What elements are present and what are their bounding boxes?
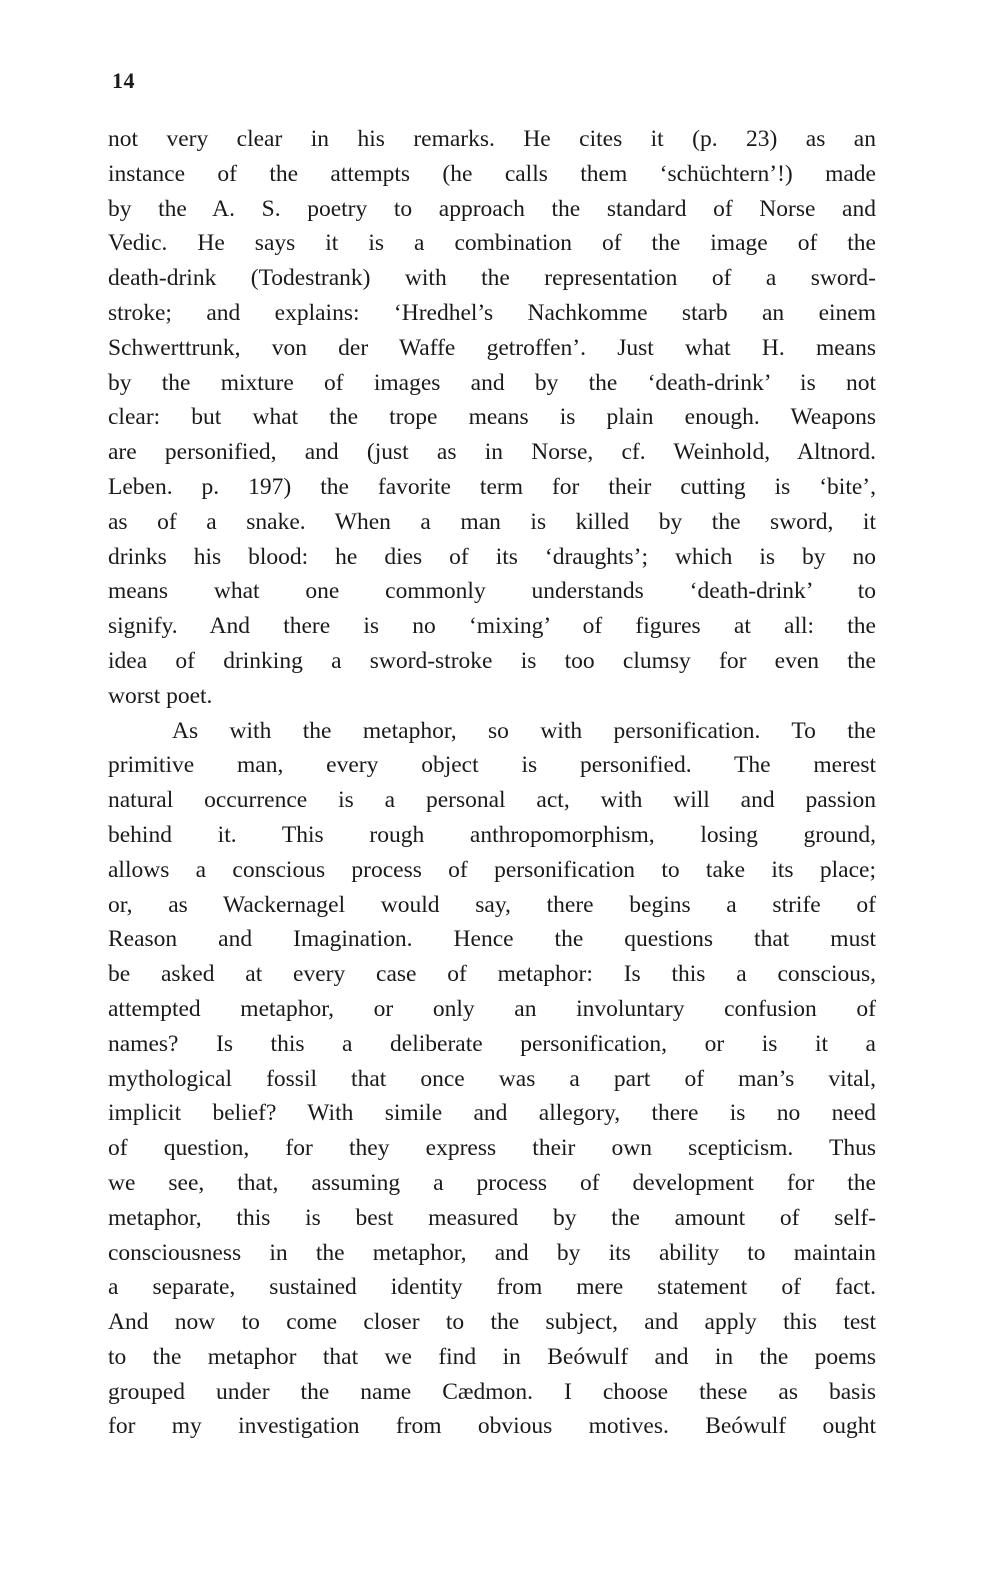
body-text: [108, 122, 876, 1444]
text-line: stroke; and explains: ‘Hredhel’s Nachkomme starb an einem: [108, 299, 876, 326]
text-line: of question, for they express their own scepticism. Thus: [108, 1135, 876, 1162]
text-line: instance of the attempts (he calls them ‘schüchtern’!) made: [108, 160, 876, 187]
text-line: means what one commonly understands ‘death-drink’ to: [108, 578, 876, 605]
text-line: signify. And there is no ‘mixing’ of figures at all: the: [108, 613, 876, 640]
text-line: implicit belief? With simile and allegory, there is no need: [108, 1100, 876, 1127]
text-line: by the A. S. poetry to approach the standard of Norse and: [108, 195, 876, 222]
text-line: or, as Wackernagel would say, there begins a strife of: [108, 891, 876, 918]
text-line: worst poet.: [108, 682, 213, 709]
text-line: Leben. p. 197) the favorite term for their cutting is ‘bite’,: [108, 473, 876, 500]
text-line: natural occurrence is a personal act, with will and passion: [108, 787, 876, 814]
text-line: to the metaphor that we find in Beówulf and in the poems: [108, 1343, 876, 1370]
text-line: consciousness in the metaphor, and by its ability to maintain: [108, 1239, 876, 1266]
text-line: As with the metaphor, so with personification. To the: [172, 717, 876, 744]
text-line: Schwerttrunk, von der Waffe getroffen’. Just what H. means: [108, 334, 876, 361]
text-line: attempted metaphor, or only an involuntary confusion of: [108, 995, 876, 1022]
page-number: 14: [112, 68, 135, 93]
text-line: be asked at every case of metaphor: Is this a conscious,: [108, 961, 876, 988]
text-line: primitive man, every object is personified. The merest: [108, 752, 876, 779]
text-line: allows a conscious process of personification to take its place;: [108, 856, 876, 883]
text-line: metaphor, this is best measured by the amount of self-: [108, 1204, 876, 1231]
text-line: behind it. This rough anthropomorphism, losing ground,: [108, 821, 876, 848]
text-line: drinks his blood: he dies of its ‘draughts’; which is by no: [108, 543, 876, 570]
text-line: not very clear in his remarks. He cites it (p. 23) as an: [108, 126, 876, 152]
text-line: death-drink (Todestrank) with the representation of a sword-: [108, 265, 876, 292]
text-line: grouped under the name Cædmon. I choose these as basis: [108, 1378, 876, 1405]
text-line: names? Is this a deliberate personification, or is it a: [108, 1030, 876, 1057]
text-line: by the mixture of images and by the ‘death-drink’ is not: [108, 369, 876, 396]
text-line: as of a snake. When a man is killed by the sword, it: [108, 508, 876, 535]
text-line: are personified, and (just as in Norse, cf. Weinhold, Altnord.: [108, 439, 876, 466]
text-line: Vedic. He says it is a combination of the image of the: [108, 230, 876, 257]
text-line: mythological fossil that once was a part of man’s vital,: [108, 1065, 876, 1092]
text-line: clear: but what the trope means is plain enough. Weapons: [108, 404, 876, 431]
text-line: for my investigation from obvious motives. Beówulf ought: [108, 1413, 876, 1440]
text-line: idea of drinking a sword-stroke is too clumsy for even the: [108, 647, 876, 674]
text-line: And now to come closer to the subject, and apply this test: [108, 1309, 876, 1336]
text-line: we see, that, assuming a process of development for the: [108, 1169, 876, 1196]
text-line: Reason and Imagination. Hence the questions that must: [108, 926, 876, 953]
text-line: a separate, sustained identity from mere statement of fact.: [108, 1274, 876, 1301]
